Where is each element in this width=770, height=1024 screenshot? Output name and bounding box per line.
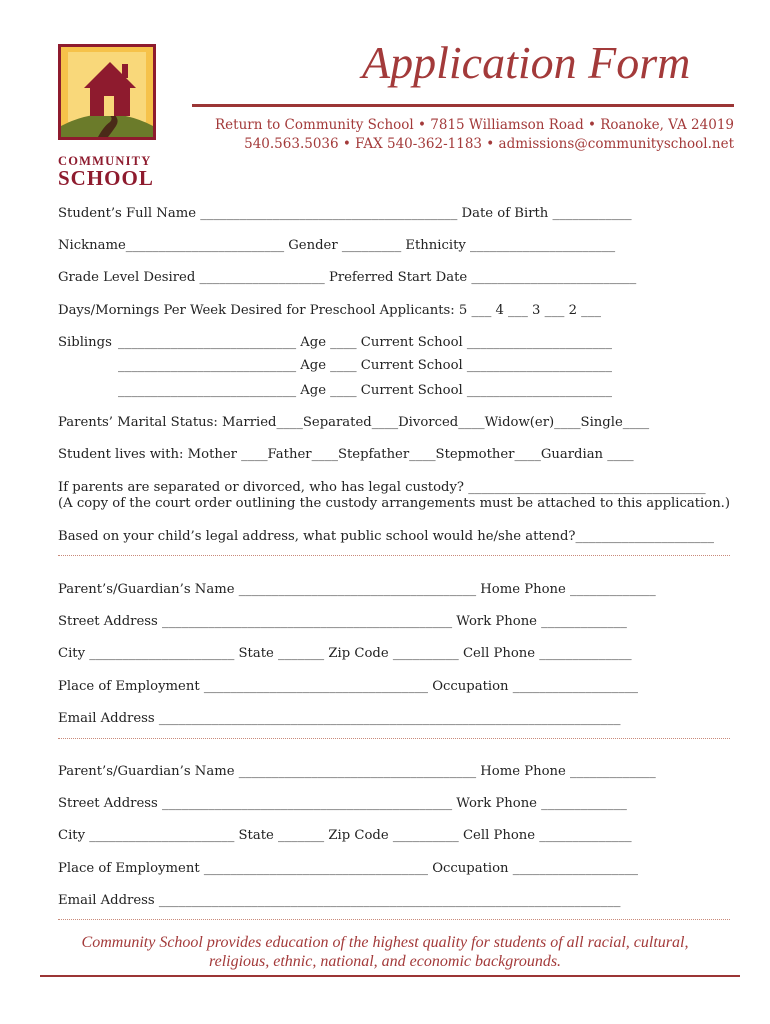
public-school-field[interactable]: Based on your child’s legal address, what public school would he/she attend?_____________________: [58, 529, 714, 544]
footer-line-1: Community School provides education of the highest quality for students of all racial, cultural,: [81, 934, 689, 951]
page-title: Application Form: [362, 37, 691, 88]
section-divider: [58, 738, 730, 739]
guardian2-street-field[interactable]: Street Address ____________________________________________ Work Phone _____________: [58, 796, 627, 811]
school-logo: [58, 44, 160, 190]
sibling-row-3[interactable]: ___________________________ Age ____ Current School ______________________: [118, 383, 612, 398]
legal-custody-field[interactable]: If parents are separated or divorced, who has legal custody? ____________________________________: [58, 480, 706, 495]
guardian1-employment-field[interactable]: Place of Employment __________________________________ Occupation ___________________: [58, 679, 639, 694]
siblings-label: Siblings: [58, 335, 112, 350]
house-on-hill-icon: [58, 44, 160, 142]
footer-divider: [40, 975, 740, 977]
custody-note: (A copy of the court order outlining the custody arrangements must be attached to this application.): [58, 496, 731, 511]
guardian1-name-field[interactable]: Parent’s/Guardian’s Name ____________________________________ Home Phone _____________: [58, 582, 656, 597]
section-divider: [58, 555, 730, 556]
grade-start-date-field[interactable]: Grade Level Desired ___________________ Preferred Start Date _________________________: [58, 270, 637, 285]
sibling-row-1[interactable]: ___________________________ Age ____ Current School ______________________: [118, 335, 612, 350]
footer-statement: [40, 933, 730, 971]
section-divider: [58, 919, 730, 920]
footer-line-2: religious, ethnic, national, and economic backgrounds.: [208, 953, 562, 970]
student-full-name-field[interactable]: Student’s Full Name _______________________________________ Date of Birth ____________: [58, 206, 632, 221]
marital-status-field[interactable]: Parents’ Marital Status: Married____Separated____Divorced____Widow(er)____Single____: [58, 415, 650, 430]
title-divider: [192, 104, 734, 107]
guardian1-street-field[interactable]: Street Address ____________________________________________ Work Phone _____________: [58, 614, 627, 629]
guardian2-city-field[interactable]: City ______________________ State _______ Zip Code __________ Cell Phone ______________: [58, 828, 632, 843]
guardian1-email-field[interactable]: Email Address ______________________________________________________________________: [58, 711, 621, 726]
return-address: Return to Community School • 7815 Williamson Road • Roanoke, VA 24019: [215, 117, 734, 133]
logo-line-school: SCHOOL: [58, 166, 154, 190]
guardian2-employment-field[interactable]: Place of Employment __________________________________ Occupation ___________________: [58, 861, 639, 876]
logo-line-community: COMMUNITY: [58, 154, 152, 168]
guardian2-name-field[interactable]: Parent’s/Guardian’s Name ____________________________________ Home Phone _____________: [58, 764, 656, 779]
guardian1-city-field[interactable]: City ______________________ State _______ Zip Code __________ Cell Phone ______________: [58, 646, 632, 661]
days-per-week-field[interactable]: Days/Mornings Per Week Desired for Preschool Applicants: 5 ___ 4 ___ 3 ___ 2 ___: [58, 303, 601, 318]
contact-info: 540.563.5036 • FAX 540-362-1183 • admissions@communityschool.net: [244, 136, 734, 152]
sibling-row-2[interactable]: ___________________________ Age ____ Current School ______________________: [118, 358, 612, 373]
guardian2-email-field[interactable]: Email Address ______________________________________________________________________: [58, 893, 621, 908]
student-lives-with-field[interactable]: Student lives with: Mother ____Father____Stepfather____Stepmother____Guardian ____: [58, 447, 634, 462]
nickname-gender-ethnicity-field[interactable]: Nickname________________________ Gender _________ Ethnicity ______________________: [58, 238, 616, 253]
